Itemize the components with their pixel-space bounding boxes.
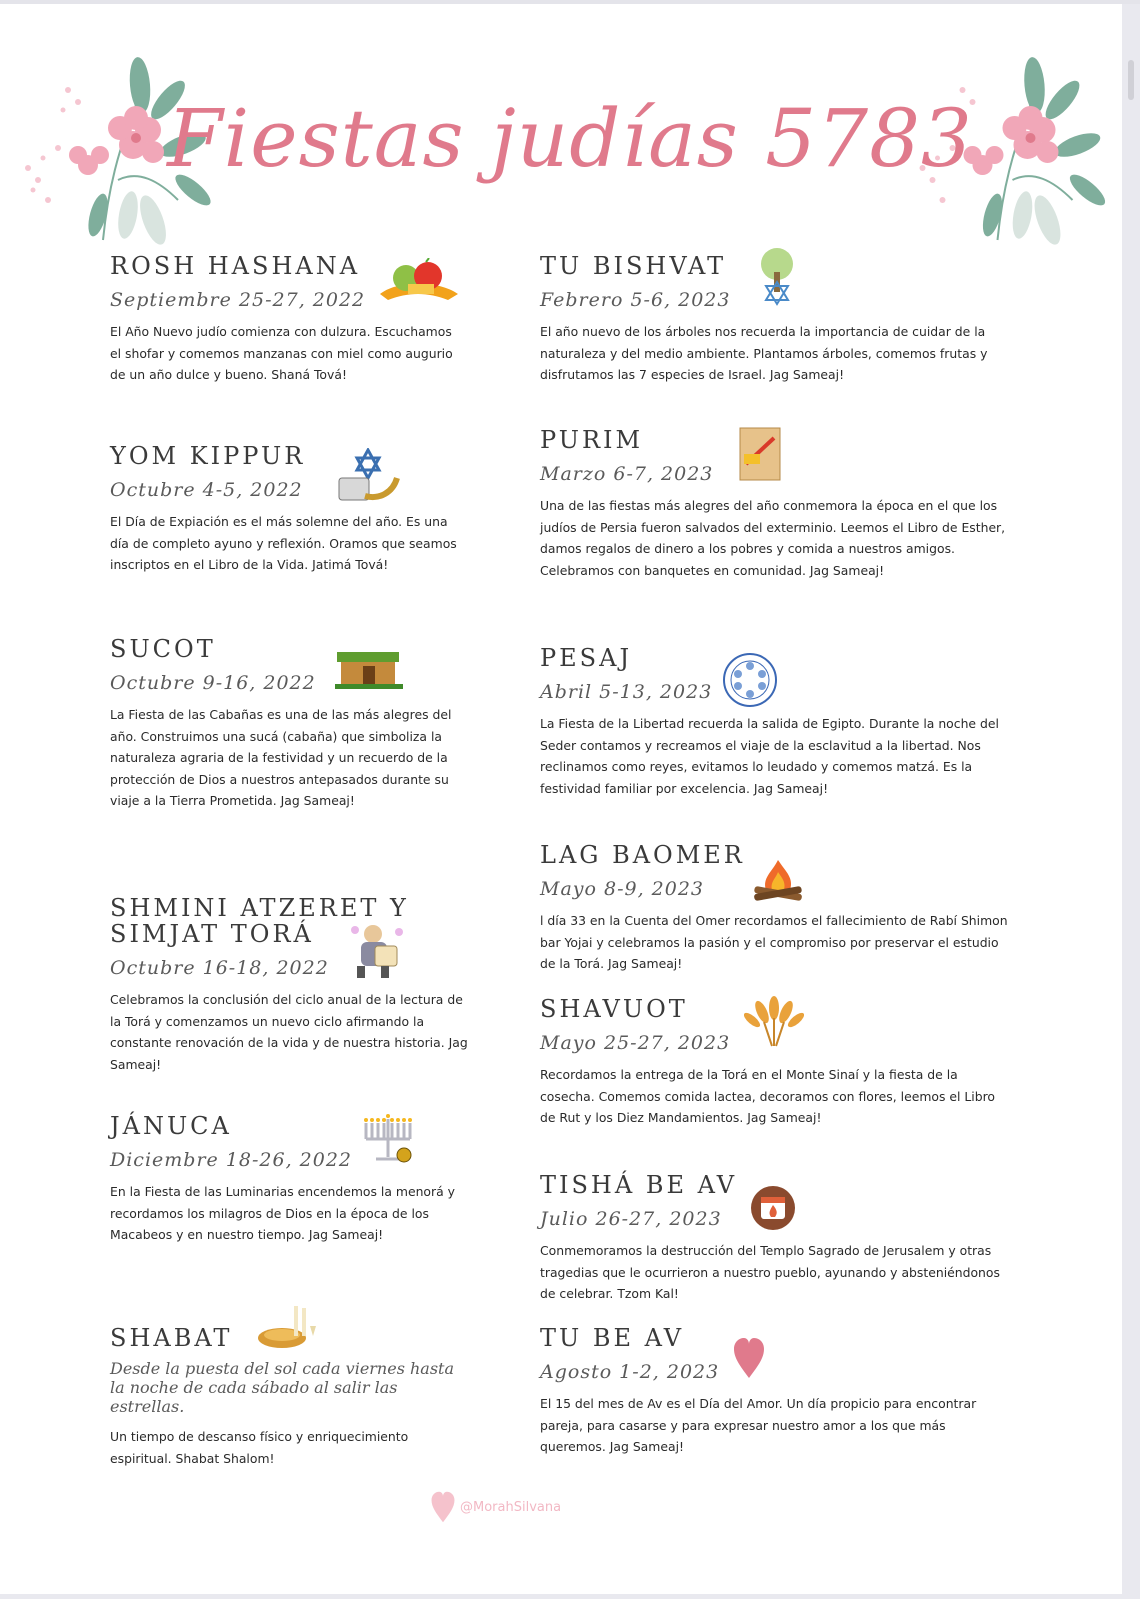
festival-name: SHAVUOT xyxy=(540,995,688,1023)
festival-date: Julio 26-27, 2023 xyxy=(540,1208,722,1230)
festival-date: Septiembre 25-27, 2022 xyxy=(110,289,366,311)
wheat-icon xyxy=(744,996,804,1048)
torah-dancing-icon xyxy=(345,920,407,980)
festival-date: Marzo 6-7, 2023 xyxy=(540,463,714,485)
footer-credit xyxy=(430,1490,561,1524)
festival-date: Agosto 1-2, 2023 xyxy=(540,1361,720,1383)
bonfire-icon xyxy=(750,858,806,906)
festival-name: TU BE AV xyxy=(540,1324,685,1352)
star-of-david-shofar-icon xyxy=(335,448,401,506)
festival-description: Un tiempo de descanso físico y enriquecimiento espiritual. Shabat Shalom! xyxy=(110,1429,409,1466)
festival-description: La Fiesta de las Cabañas es una de las más alegres del año. Construimos una sucá (cabaña) que simboliza la naturaleza agraria de la festividad y un recuerdo de la protección de Dios a nuestros antepasados durante su viaje a la Tierra Prometida. Jag Sameaj! xyxy=(110,707,452,808)
festival-name: PURIM xyxy=(540,426,644,454)
festival-description: El año nuevo de los árboles nos recuerda la importancia de cuidar de la naturaleza y del medio ambiente. Plantamos árboles, comemos frutas y disfrutamos las 7 especies de Israel. Jag Sameaj! xyxy=(540,324,988,382)
festival-description: l día 33 en la Cuenta del Omer recordamos el fallecimiento de Rabí Shimon bar Yojai y celebramos la pasión y el compromiso por preservar el estudio de la Torá. Jag Sameaj! xyxy=(540,913,1008,971)
festival-date: Octubre 9-16, 2022 xyxy=(110,672,316,694)
festival-name: YOM KIPPUR xyxy=(110,442,306,470)
festival-description: La Fiesta de la Libertad recuerda la salida de Egipto. Durante la noche del Seder contamos y recreamos el viaje de la esclavitud a la libertad. Nos reclinamos como reyes, evitamos lo leudado y comemos matzá. Es la festividad familiar por excelencia. Jag Sameaj! xyxy=(540,716,999,796)
festival-description: En la Fiesta de las Luminarias encendemos la menorá y recordamos los milagros de Dios en la época de los Macabeos y en nuestro tiempo. Jag Sameaj! xyxy=(110,1184,455,1242)
festival-date: Desde la puesta del sol cada viernes hasta la noche de cada sábado al salir las estrellas. xyxy=(110,1359,455,1416)
challah-candles-icon xyxy=(256,1302,318,1350)
festival-name: SHMINI ATZERET Y SIMJAT TORÁ xyxy=(110,894,409,948)
festival-date: Octubre 16-18, 2022 xyxy=(110,957,329,979)
festival-name: PESAJ xyxy=(540,644,633,672)
festival-date: Mayo 25-27, 2023 xyxy=(540,1032,731,1054)
festival-description: El Año Nuevo judío comienza con dulzura. Escuchamos el shofar y comemos manzanas con miel como augurio de un año dulce y bueno. Shaná Tová! xyxy=(110,324,453,382)
festival-tu-be-av xyxy=(540,1325,1010,1458)
sukkah-icon xyxy=(335,648,405,690)
festival-name: SUCOT xyxy=(110,635,216,663)
festival-date: Octubre 4-5, 2022 xyxy=(110,479,303,501)
festival-name: JÁNUCA xyxy=(110,1112,232,1140)
festival-shmini-atzeret xyxy=(110,895,470,1075)
festival-yom-kippur xyxy=(110,443,470,576)
heart-icon xyxy=(430,1490,456,1524)
author-handle: @MorahSilvana xyxy=(460,1499,562,1515)
festival-description: Conmemoramos la destrucción del Templo Sagrado de Jerusalem y otras tragedias que le ocurrieron a nuestro pueblo, ayunando y absteniéndonos de celebrar. Tzom Kal! xyxy=(540,1243,1000,1301)
seder-plate-icon xyxy=(722,652,778,708)
heart-icon xyxy=(732,1336,766,1380)
festival-name: TU BISHVAT xyxy=(540,252,727,280)
festival-date: Febrero 5-6, 2023 xyxy=(540,289,731,311)
page-title: Fiestas judías 5783 xyxy=(167,92,973,185)
festival-date: Abril 5-13, 2023 xyxy=(540,681,713,703)
festival-description: El Día de Expiación es el más solemne del año. Es una día de completo ayuno y reflexión. Oramos que seamos inscriptos en el Libro de la Vida. Jatimá Tová! xyxy=(110,514,457,572)
tree-icon xyxy=(748,246,806,306)
festival-description: Una de las fiestas más alegres del año conmemora la época en el que los judíos de Persia fueron salvados del exterminio. Leemos el Libro de Esther, damos regalos de dinero a los pobres y comida a nuestros amigos. Celebramos con banquetes en comunidad. Jag Sameaj! xyxy=(540,498,1006,578)
festival-date: Mayo 8-9, 2023 xyxy=(540,878,705,900)
calendar-flame-icon xyxy=(750,1185,796,1231)
megillah-scroll-icon xyxy=(734,424,786,484)
apple-honey-icon xyxy=(378,258,460,306)
festival-description: Celebramos la conclusión del ciclo anual de la lectura de la Torá y comenzamos un nuevo ciclo afirmando la constante renovación de la vida y de nuestra historia. Jag Sameaj! xyxy=(110,992,468,1072)
menorah-icon xyxy=(362,1113,414,1165)
festival-name: LAG BAOMER xyxy=(540,841,745,869)
festival-description: El 15 del mes de Av es el Día del Amor. Un día propicio para encontrar pareja, para casarse y para expresar nuestro amor a los que más queremos. Jag Sameaj! xyxy=(540,1396,977,1454)
festival-date: Diciembre 18-26, 2022 xyxy=(110,1149,353,1171)
festival-name: ROSH HASHANA xyxy=(110,252,361,280)
festival-name: SHABAT xyxy=(110,1324,233,1352)
festival-description: Recordamos la entrega de la Torá en el Monte Sinaí y la fiesta de la cosecha. Comemos comida lactea, decoramos con flores, leemos el Libro de Rut y los Diez Mandamientos. Jag Sameaj! xyxy=(540,1067,995,1125)
festival-name: TISHÁ BE AV xyxy=(540,1171,738,1199)
